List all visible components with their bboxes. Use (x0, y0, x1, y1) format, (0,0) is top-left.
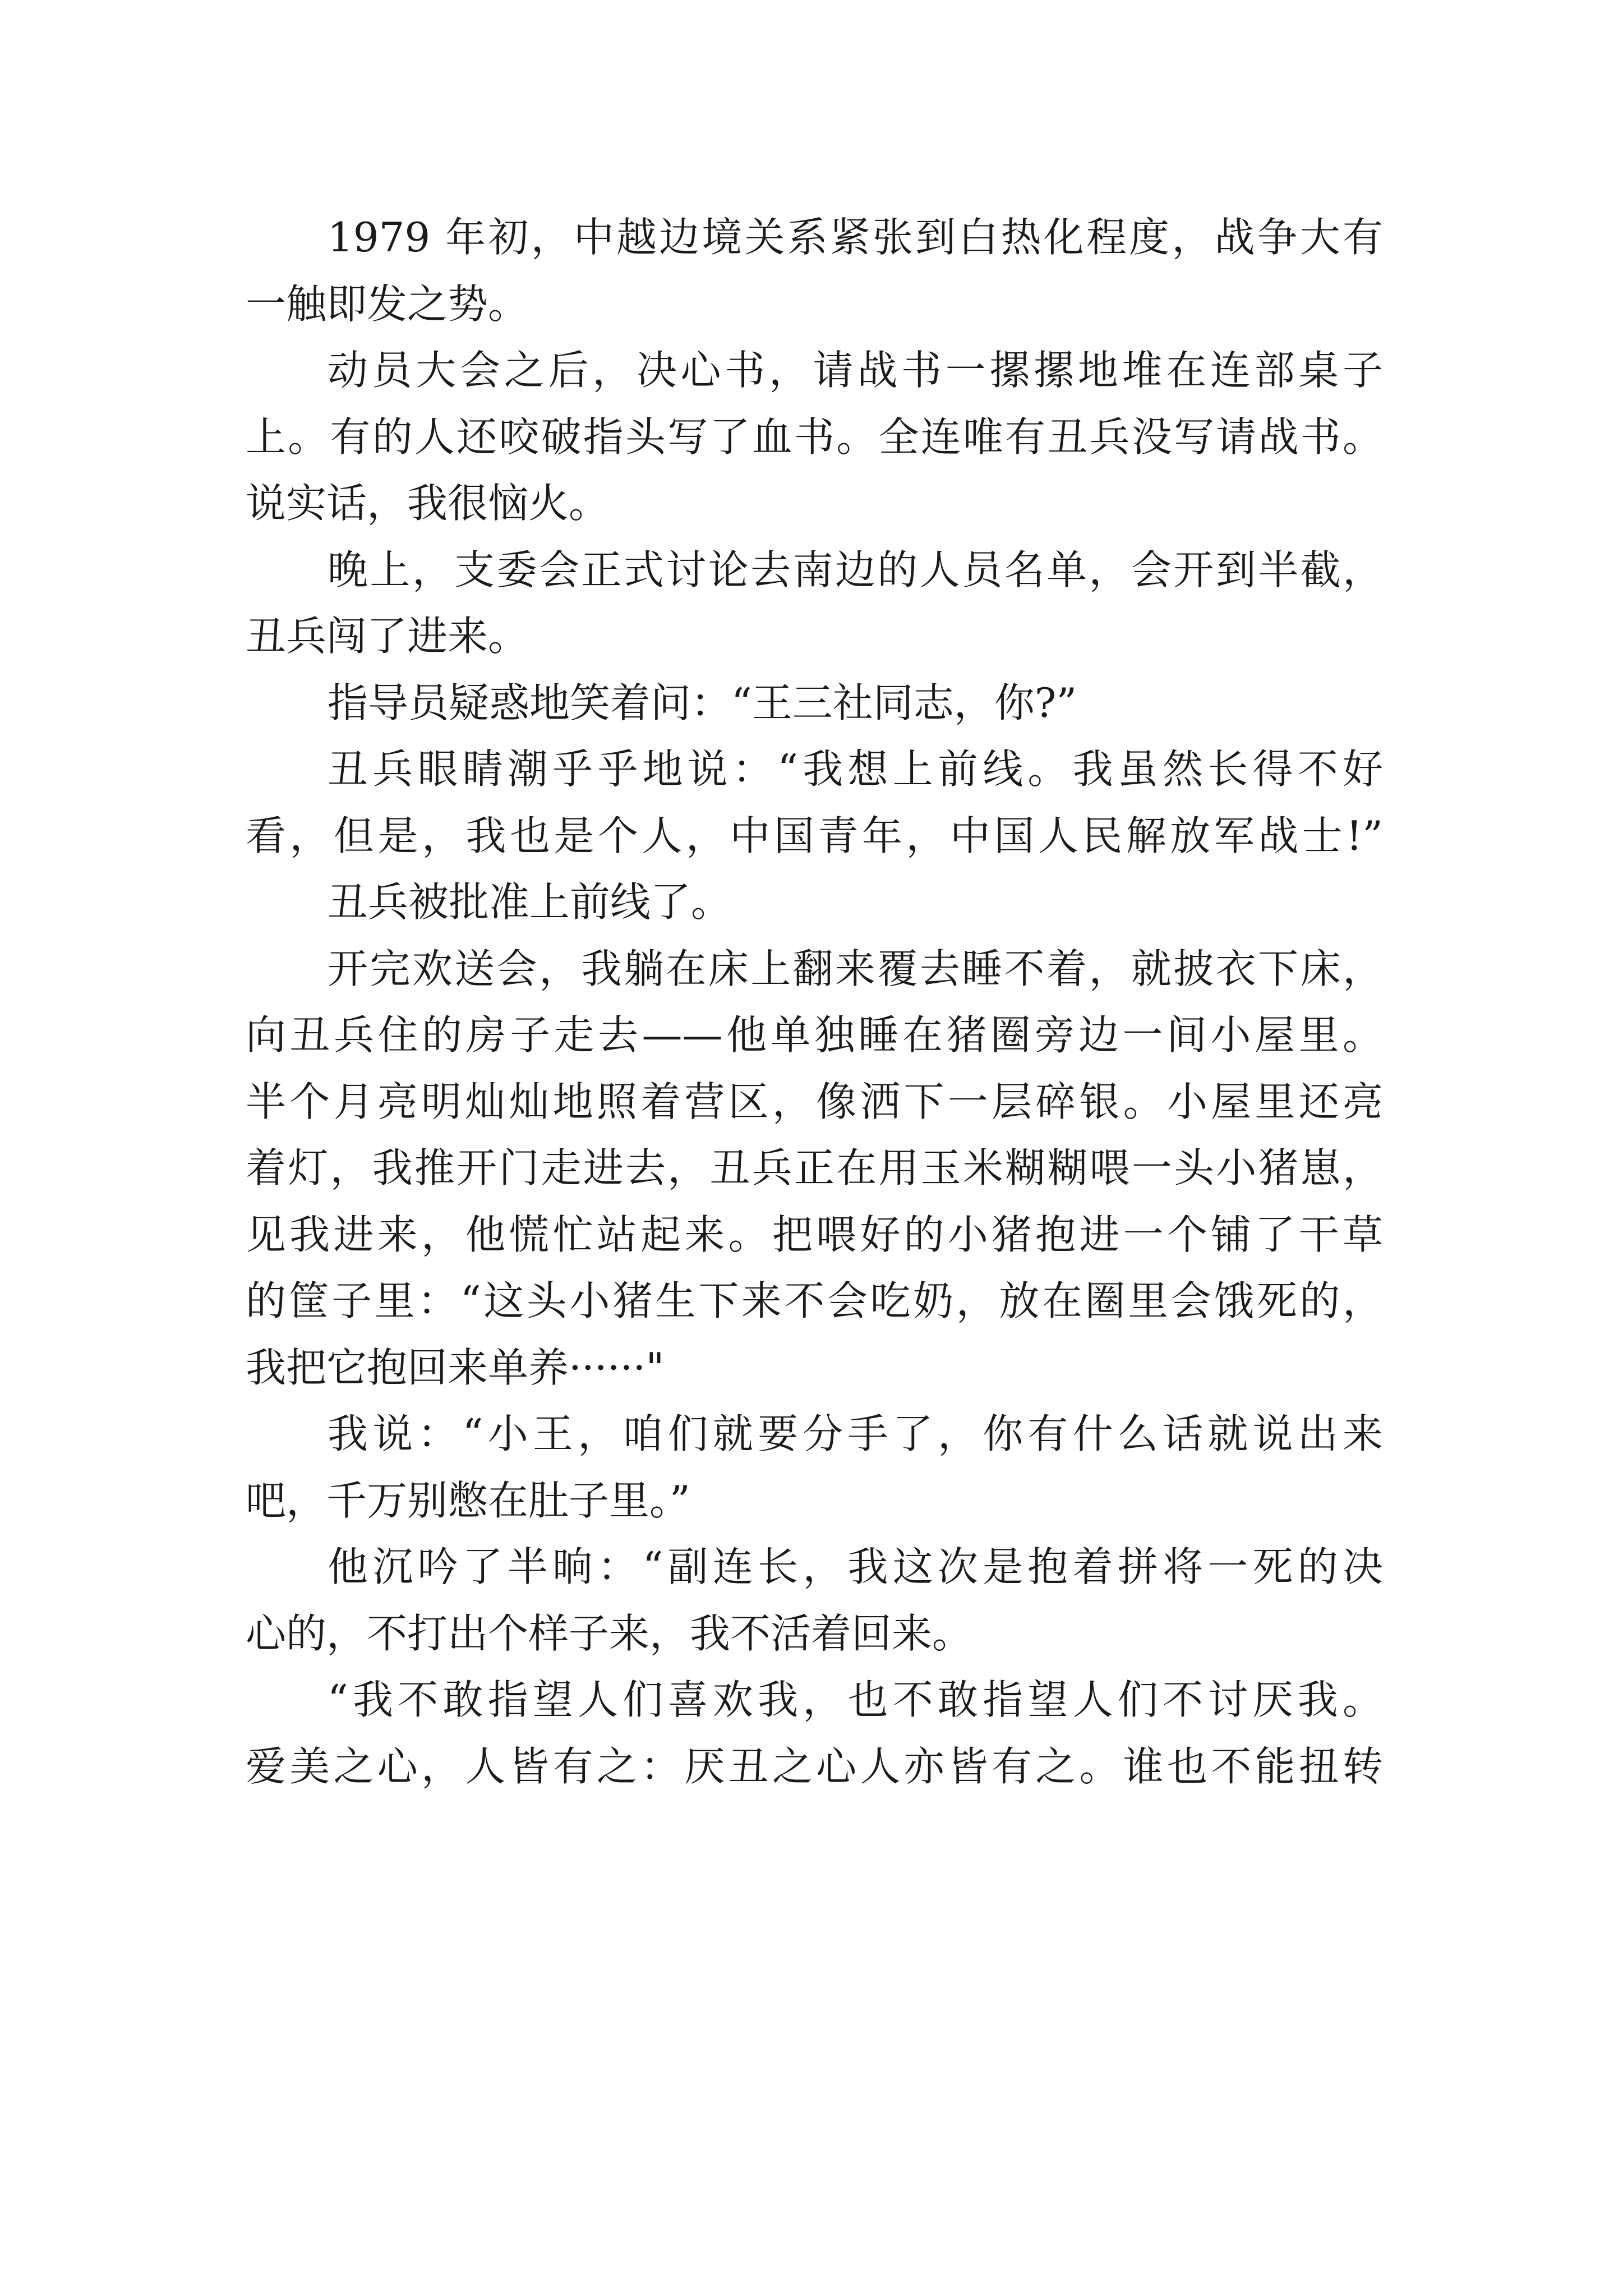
paragraph-5 (246, 736, 1383, 869)
text-line: 吧，千万别憋在肚子里。” (246, 1476, 690, 1524)
text-line: 丑兵闯了进来。 (246, 613, 529, 660)
text-line: 的筐子里：“这头小猪生下来不会吃奶，放在圈里会饿死的， (246, 1277, 1383, 1324)
text-line: 他沉吟了半晌：“副连长，我这次是抱着拼将一死的决 (328, 1543, 1383, 1590)
text-line: 着灯，我推开门走进去，丑兵正在用玉米糊糊喂一头小猪崽， (246, 1144, 1383, 1191)
text-line: 半个月亮明灿灿地照着营区，像洒下一层碎银。小屋里还亮 (246, 1078, 1383, 1125)
paragraph-10 (246, 1667, 1383, 1800)
text-line: 心的，不打出个样子来，我不活着回来。 (246, 1609, 973, 1657)
text-line: 上。有的人还咬破指头写了血书。全连唯有丑兵没写请战书。 (246, 413, 1383, 461)
paragraph-1 (246, 204, 1383, 337)
paragraph-4 (246, 670, 1383, 737)
text-line: 我把它抱回来单养······" (246, 1343, 665, 1391)
text-line: 我说：“小王，咱们就要分手了，你有什么话就说出来 (328, 1410, 1383, 1457)
paragraph-8 (246, 1401, 1383, 1534)
text-line: 爱美之心，人皆有之：厌丑之心人亦皆有之。谁也不能扭转 (246, 1742, 1383, 1790)
paragraph-2 (246, 337, 1383, 537)
text-line: 晚上，支委会正式讨论去南边的人员名单，会开到半截， (328, 546, 1383, 593)
text-line: 说实话，我很恼火。 (246, 480, 610, 527)
body-text (246, 204, 1383, 1800)
paragraph-6 (246, 869, 1383, 936)
text-line: 动员大会之后，决心书，请战书一摞摞地堆在连部桌子 (328, 347, 1383, 394)
text-line: 开完欢送会，我躺在床上翻来覆去睡不着，就披衣下床， (328, 945, 1383, 992)
text-line: 见我进来，他慌忙站起来。把喂好的小猪抱进一个铺了干草 (246, 1211, 1383, 1258)
text-line: 1979 年初，中越边境关系紧张到白热化程度，战争大有 (328, 214, 1383, 261)
text-line: 看，但是，我也是个人，中国青年，中国人民解放军战士!” (246, 812, 1383, 859)
text-line: 丑兵眼睛潮乎乎地说：“我想上前线。我虽然长得不好 (328, 746, 1383, 793)
text-line: 丑兵被批准上前线了。 (328, 878, 732, 926)
paragraph-9 (246, 1534, 1383, 1667)
text-line: 向丑兵住的房子走去——他单独睡在猪圈旁边一间小屋里。 (246, 1011, 1383, 1059)
paragraph-7 (246, 936, 1383, 1401)
text-line: “我不敢指望人们喜欢我，也不敢指望人们不讨厌我。 (328, 1676, 1383, 1723)
paragraph-3 (246, 537, 1383, 670)
text-line: 指导员疑惑地笑着问：“王三社同志，你?” (328, 679, 1077, 726)
text-line: 一触即发之势。 (246, 280, 529, 328)
